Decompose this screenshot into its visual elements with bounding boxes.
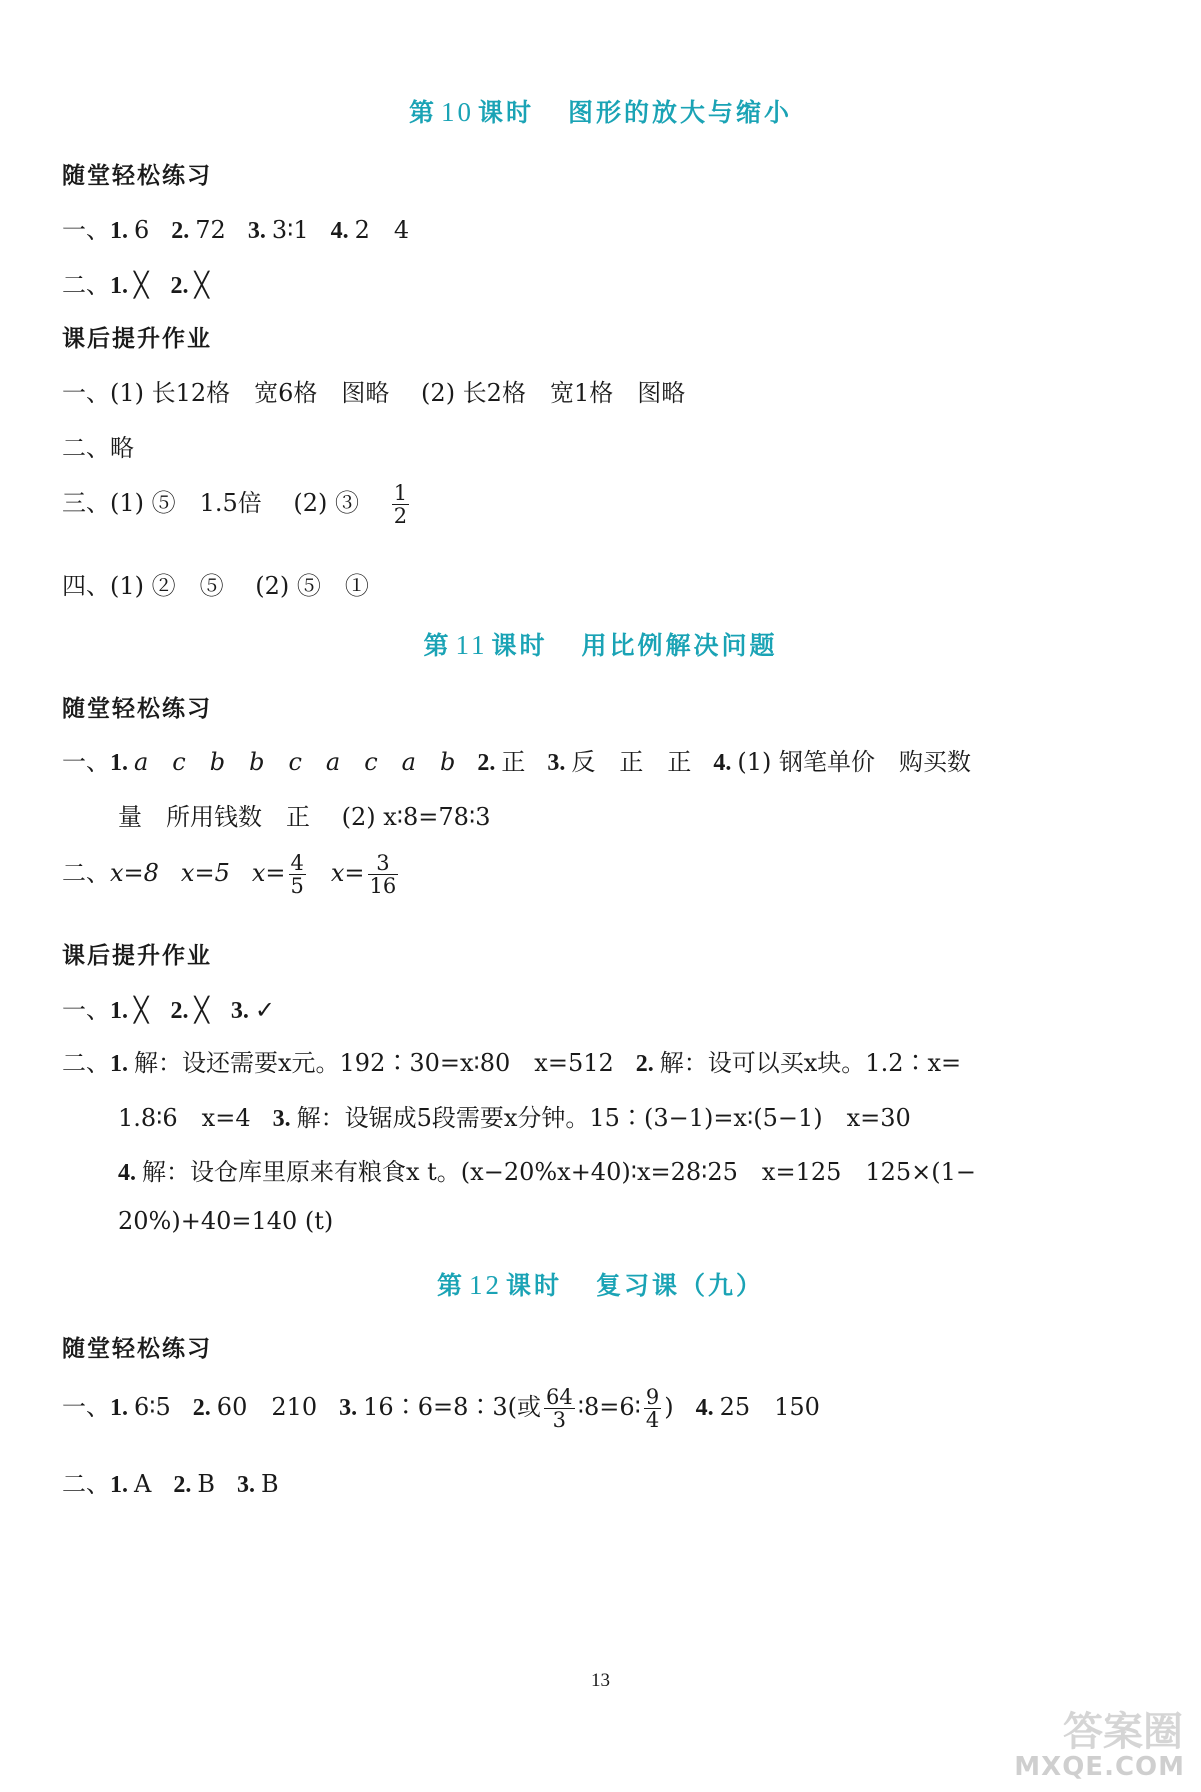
fraction: $\frac{9}{4}$ xyxy=(645,1385,660,1433)
fraction: $\frac{64}{3}$ xyxy=(545,1385,573,1433)
lesson-12-title: 第 12 课时 复习课（九） xyxy=(436,1270,765,1300)
answer-line: 4. 解：设仓库里原来有粮食x t。(x−20%x+40)∶x=28∶25 x=125 125×(1− xyxy=(118,1158,977,1186)
page-number: 13 xyxy=(591,1670,610,1691)
title-number: 10 xyxy=(440,97,474,127)
answer-line: 量 所用钱数 正 (2) x∶8=78∶3 xyxy=(118,803,491,831)
section-heading: 随堂轻松练习 xyxy=(62,1336,212,1362)
lesson-11-title: 第 11 课时 用比例解决问题 xyxy=(423,630,778,660)
answer-line: 一、1. ╳ 2. ╳ 3. ✓ xyxy=(62,996,276,1024)
title-topic: 图形的放大与缩小 xyxy=(568,98,793,127)
answer-line: 20%)+40=140 (t) xyxy=(118,1207,334,1235)
section-heading: 课后提升作业 xyxy=(62,943,212,969)
section-heading: 随堂轻松练习 xyxy=(62,163,212,189)
answer-line: 二、略 xyxy=(62,434,134,462)
answer-line: 二、1. A 2. B 3. B xyxy=(62,1470,279,1498)
check-mark: ✓ xyxy=(254,996,276,1024)
answer-line: 四、(1) ② ⑤ (2) ⑤ ① xyxy=(62,572,369,600)
fraction: $\frac{1}{2}$ xyxy=(393,481,408,529)
watermark-logo: 答案圈 MXQE.COM xyxy=(1014,1709,1185,1782)
cross-mark: ╳ xyxy=(194,996,209,1024)
title-prefix: 第 xyxy=(408,98,437,127)
section-heading: 课后提升作业 xyxy=(62,326,212,352)
answer-line: 三、(1) ⑤ 1.5倍 (2) ③ $\frac{1}{2}$ xyxy=(62,481,408,529)
answer-line: 一、1. 6 2. 72 3. 3∶1 4. 2 4 xyxy=(62,216,410,244)
answer-line: 一、1. a c b b c a c a b 2. 正 3. 反 正 正 4. (1) 钢笔单价 购买数 xyxy=(62,748,971,776)
answer-line: 二、x=8 x=5 x= $\frac{4}{5}$ x= $\frac{3}{16}$ xyxy=(62,851,397,899)
section-heading: 随堂轻松练习 xyxy=(62,696,212,722)
cross-mark: ╳ xyxy=(194,271,209,299)
answer-line: 1.8∶6 x=4 3. 解：设锯成5段需要x分钟。15∶(3−1)=x∶(5−1) x=30 xyxy=(118,1104,911,1132)
cross-mark: ╳ xyxy=(134,996,149,1024)
answer-line: 二、1. ╳ 2. ╳ xyxy=(62,271,209,299)
answer-line: 二、1. 解：设还需要x元。192∶30=x∶80 x=512 2. 解：设可以买x块。1.2∶x= xyxy=(62,1049,962,1077)
title-suffix: 课时 xyxy=(477,98,534,127)
answer-line: 一、(1) 长12格 宽6格 图略 (2) 长2格 宽1格 图略 xyxy=(62,379,686,407)
cross-mark: ╳ xyxy=(134,271,149,299)
lesson-10-title xyxy=(0,93,1201,129)
fraction: $\frac{3}{16}$ xyxy=(369,851,397,899)
answer-line: 一、1. 6∶5 2. 60 210 3. 16∶6=8∶3(或 $\frac{64}{3}$ ∶8=6∶ $\frac{9}{4}$ ) 4. 25 150 xyxy=(62,1385,820,1433)
fraction: $\frac{4}{5}$ xyxy=(290,851,304,899)
